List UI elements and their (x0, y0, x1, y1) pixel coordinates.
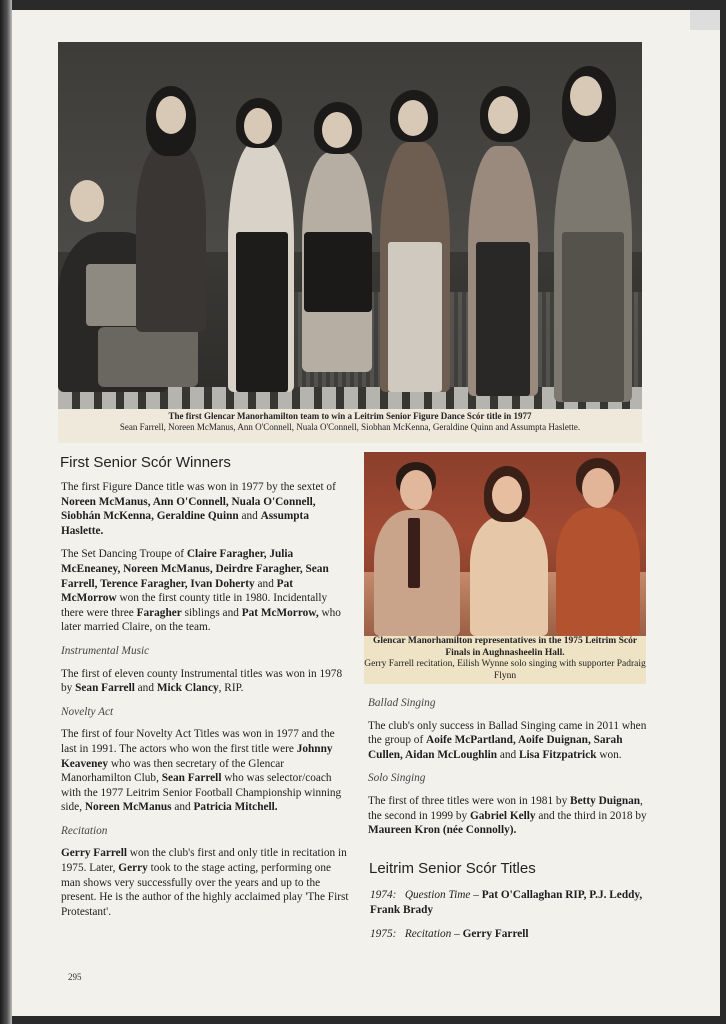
page-number: 295 (68, 972, 82, 982)
dancer-head (244, 108, 272, 144)
paragraph-instrumental: The first of eleven county Instrumental titles was won in 1978 by Sean Farrell and Mick Clancy, RIP. (61, 667, 343, 695)
section-heading-first-senior-scor-winners: First Senior Scór Winners (60, 454, 231, 471)
dancer-1 (136, 142, 206, 332)
woman-centre (470, 516, 548, 636)
scor-finals-photo-1975 (364, 452, 646, 636)
man-right-head (582, 468, 614, 508)
team-photo-1977 (58, 42, 642, 414)
subheading-novelty-act: Novelty Act (61, 705, 114, 718)
dancer-head (322, 112, 352, 148)
caption-names: Gerry Farrell recitation, Eilish Wynne solo singing with supporter Padraig Flynn (364, 659, 646, 681)
titles-list (370, 888, 654, 949)
paragraph-set-dancing: The Set Dancing Troupe of Claire Faragher, Julia McEneaney, Noreen McManus, Deirdre Faragher, Sean Farrell, Terence Faragher, Ivan Doherty and Pat McMorrow won the first county title in 1980. Incidentally there were three Faragher siblings and Pat McMorrow, who later married Claire, on the team. (61, 548, 341, 634)
section-heading-leitrim-senior-scor-titles: Leitrim Senior Scór Titles (369, 860, 536, 877)
paragraph-recitation: Gerry Farrell won the club's first and only title in recitation in 1975. Later, Gerry took to the stage acting, performing one man shows very successfully over the years and up to the present. He is the author of the highly acclaimed play 'The First Protestant'. (61, 847, 349, 918)
title-entry-1975: 1975: Recitation – Gerry Farrell (370, 928, 529, 941)
paragraph-solo: The first of three titles were won in 1981 by Betty Duignan, the second in 1999 by Gabriel Kelly and the third in 2018 by Maureen Kron (née Connolly). (368, 794, 647, 837)
dancer-3-skirt (304, 232, 372, 312)
dancer-4-trousers (388, 242, 442, 392)
dancer-2-trousers (236, 232, 288, 392)
man-right (556, 508, 640, 636)
man-left-head (400, 470, 432, 510)
caption-title: The first Glencar Manorhamilton team to win a Leitrim Senior Figure Dance Scór title in 1977 (168, 411, 532, 421)
paragraph-figure-dance: The first Figure Dance title was won in 1977 by the sextet of Noreen McManus, Ann O'Connell, Nuala O'Connell, Siobhán McKenna, Geraldine Quinn and Assumpta Haslette. (61, 481, 336, 537)
right-column (368, 690, 652, 845)
subheading-recitation: Recitation (61, 824, 108, 837)
figure-legs (98, 327, 198, 387)
figure-head (70, 180, 104, 222)
page-corner (690, 10, 720, 30)
subheading-instrumental-music: Instrumental Music (61, 644, 150, 657)
book-binding (0, 0, 12, 1024)
left-column (61, 480, 349, 926)
dancer-head (398, 100, 428, 136)
caption-names: Sean Farrell, Noreen McManus, Ann O'Connell, Nuala O'Connell, Siobhan McKenna, Geraldine Quinn and Assumpta Haslette. (119, 422, 581, 432)
tie (408, 518, 420, 588)
subheading-ballad-singing: Ballad Singing (368, 697, 436, 709)
subheading-solo-singing: Solo Singing (368, 772, 426, 785)
photo-caption-1977 (58, 409, 642, 443)
woman-head (492, 476, 522, 514)
caption-title: Glencar Manorhamilton representatives in the 1975 Leitrim Scór Finals in Aughnasheelin Hall. (372, 636, 638, 658)
title-entry-1974: 1974: Question Time – Pat O'Callaghan RIP, P.J. Leddy, Frank Brady (370, 889, 643, 916)
paragraph-ballad: The club's only success in Ballad Singing came in 2011 when the group of Aoife McPartland, Aoife Duignan, Sarah Cullen, Aidan McLoughlin and Lisa Fitzpatrick won. (368, 719, 647, 761)
dancer-head (570, 76, 602, 116)
dancer-6-trousers (562, 232, 624, 402)
dancer-5-trousers (476, 242, 530, 396)
paragraph-novelty: The first of four Novelty Act Titles was won in 1977 and the last in 1991. The actors who won the first title were Johnny Keaveney who was then secretary of the Glencar Manorhamilton Club, Sean Farrell who was selector/coach with the 1977 Leitrim Senior Football Championship winning side, Noreen McManus and Patricia Mitchell. (61, 728, 342, 814)
dancer-head (156, 96, 186, 134)
photo-caption-1975 (364, 636, 646, 684)
dancer-head (488, 96, 518, 134)
